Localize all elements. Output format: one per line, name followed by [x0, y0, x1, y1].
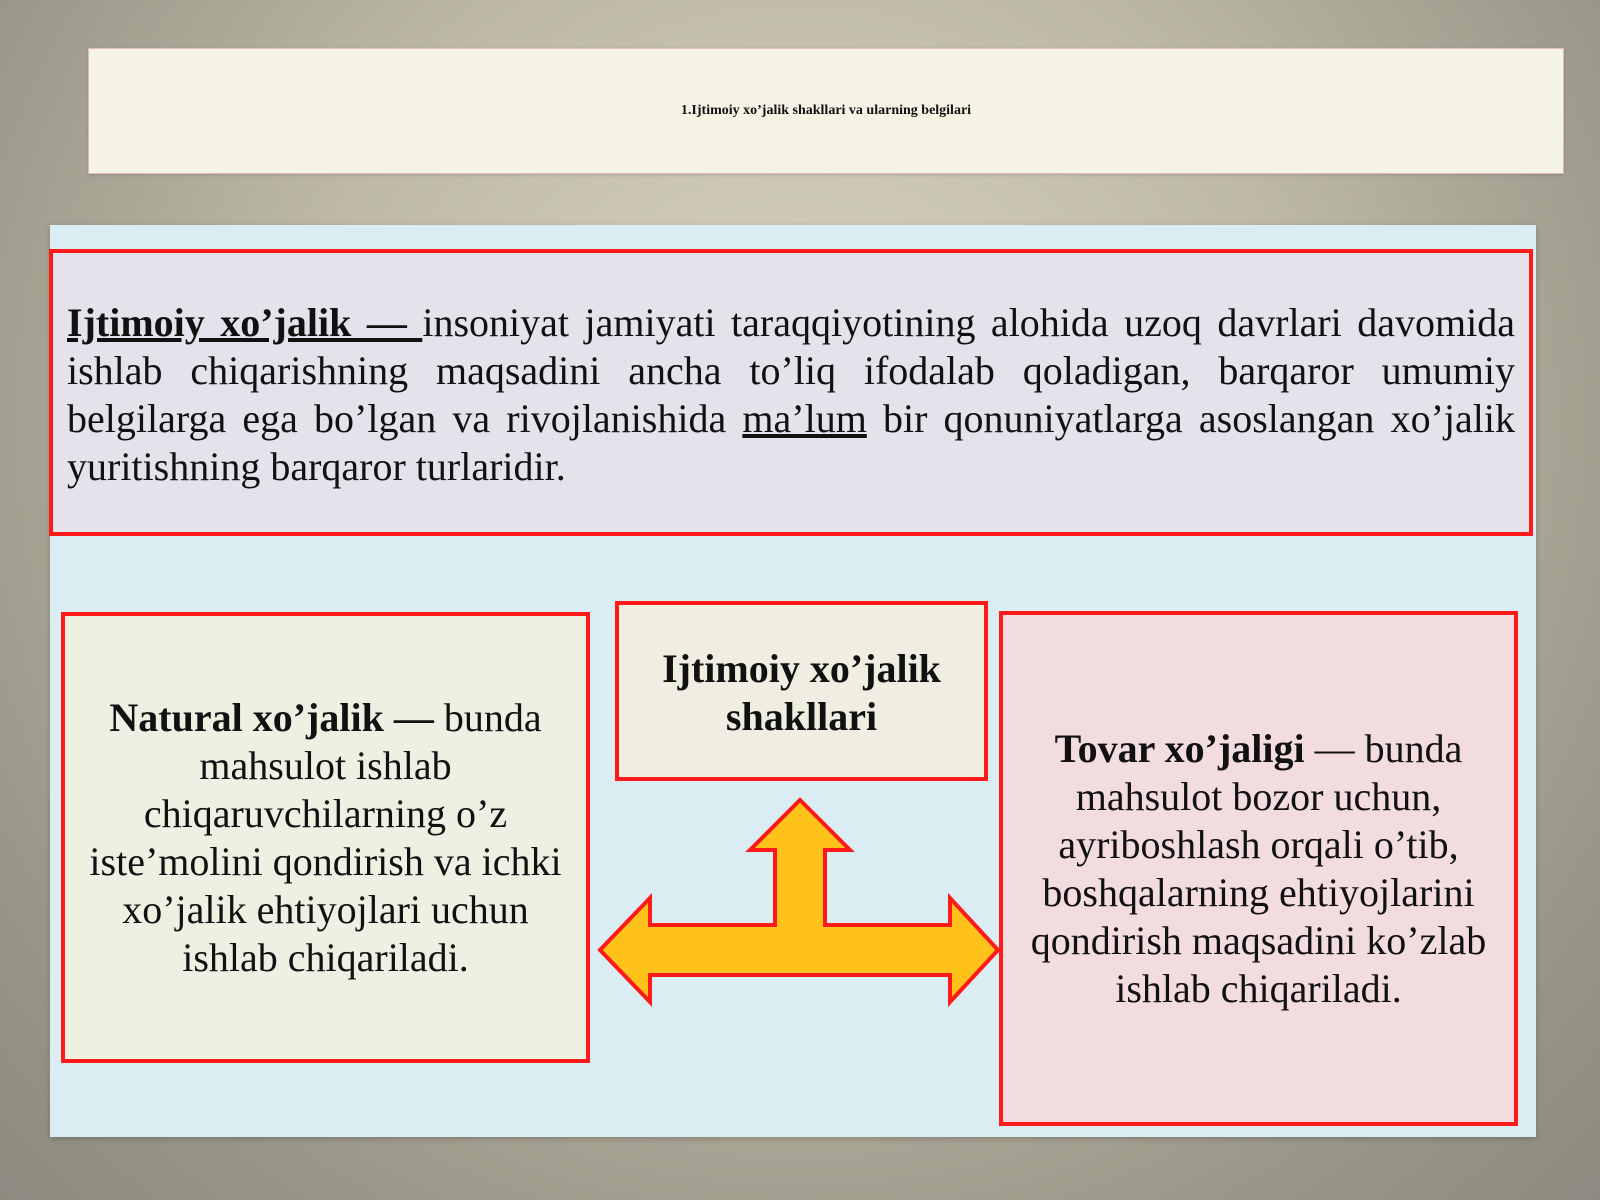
definition-term: Ijtimoiy xo’jalik — — [67, 300, 423, 345]
commodity-economy-term: Tovar xo’jaligi — [1054, 725, 1305, 771]
natural-economy-term: Natural xo’jalik — — [109, 694, 434, 740]
commodity-economy-description: — bunda mahsulot bozor uchun, ayriboshlash orqali o’tib, boshqalarning ehtiyojlarini qondirish maqsadini ko’zlab ishlab chiqariladi. — [1030, 725, 1487, 1011]
economy-forms-label: Ijtimoiy xo’jalik shakllari — [662, 646, 941, 739]
natural-economy-description: bunda mahsulot ishlab chiqaruvchilarning o’z iste’molini qondirish va ichki xo’jalik ehtiyojlari uchun ishlab chiqariladi. — [89, 694, 562, 980]
definition-underlined-word: ma’lum — [742, 396, 867, 441]
definition-body-2: bir qonuniyatlarga asoslangan xo’jalik yuritishning barqaror turlaridir. — [67, 396, 1515, 489]
definition-body-1: insoniyat jamiyati taraqqiyotining alohida uzoq davrlari davomida ishlab chiqarishning maqsadini ancha to’liq ifodalab qoladigan, barqaror umumiy belgilarga ega bo’lgan va rivojlanishida — [67, 300, 1515, 441]
three-way-arrow-shape — [600, 800, 998, 1002]
slide-title: 1.Ijtimoiy xo’jalik shakllari va ularning belgilari — [680, 103, 972, 118]
